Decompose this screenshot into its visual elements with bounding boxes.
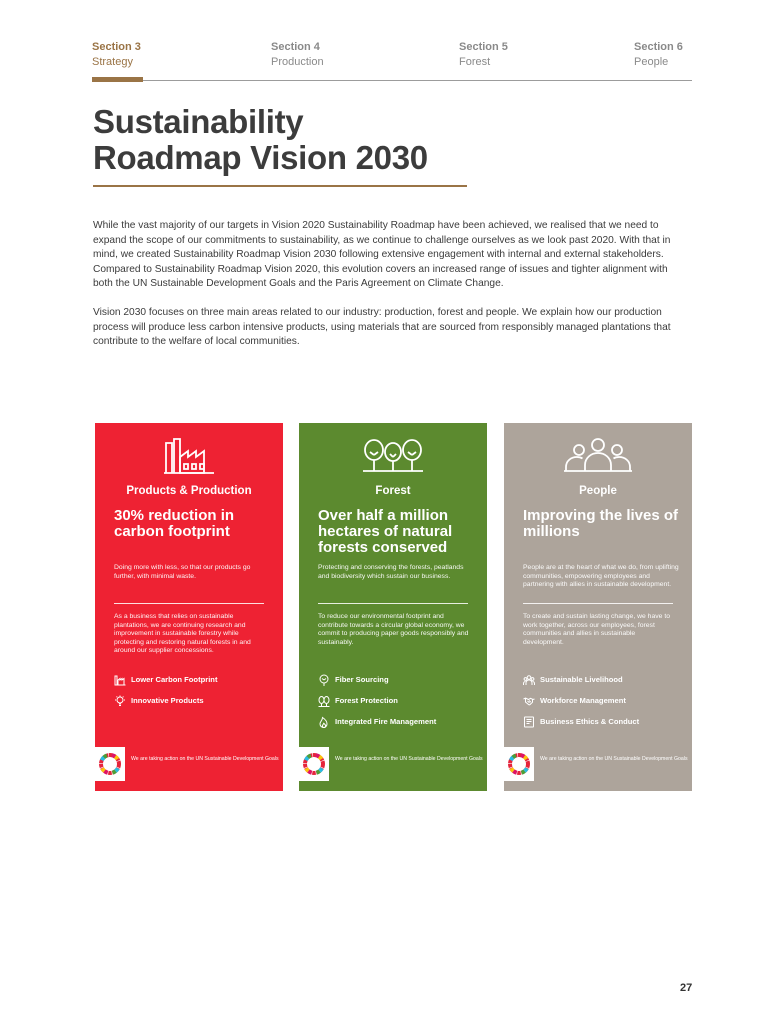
document-icon: [523, 716, 535, 728]
card-divider: [114, 603, 264, 604]
sdg-text: We are taking action on the UN Sustainable Development Goals: [540, 756, 688, 762]
card-lead: Protecting and conserving the forests, peatlands and biodiversity which sustain our business.: [318, 564, 464, 580]
card-headline: Improving the lives of millions: [523, 507, 679, 540]
card-link-label: Sustainable Livelihood: [540, 675, 623, 684]
sdg-footer: [299, 747, 487, 781]
card-label: People: [579, 485, 617, 497]
card-link-label: Workforce Management: [540, 696, 626, 705]
card-link-business-ethics-conduct[interactable]: [523, 711, 683, 732]
nav-section-5[interactable]: [459, 40, 508, 70]
card-products-production: [95, 423, 283, 791]
card-forest: [299, 423, 487, 791]
sdg-logo: [299, 747, 329, 781]
title-underline: [93, 185, 467, 187]
lightbulb-icon: [114, 695, 126, 707]
card-headline: 30% reduction in carbon footprint: [114, 507, 235, 540]
nav-section-number: Section 5: [459, 41, 508, 53]
card-link-label: Lower Carbon Footprint: [131, 675, 218, 684]
flame-icon: [318, 716, 330, 728]
card-link-label: Forest Protection: [335, 696, 398, 705]
card-link-forest-protection[interactable]: [318, 690, 478, 711]
nav-section-number: Section 4: [271, 41, 320, 53]
card-link-sustainable-livelihood[interactable]: [523, 669, 683, 690]
card-link-label: Business Ethics & Conduct: [540, 717, 640, 726]
card-label: Products & Production: [126, 485, 252, 497]
intro-paragraph: Vision 2030 focuses on three main areas related to our industry: production, forest and people. We explain how our production process will produce less carbon intensive products, using materials that are sourced from responsibly managed plantations that contribute to the welfare of local communities.: [93, 306, 671, 348]
card-link-fiber-sourcing[interactable]: [318, 669, 478, 690]
card-link-integrated-fire-management[interactable]: [318, 711, 478, 732]
people-small-icon: [523, 674, 535, 686]
intro-text: [93, 219, 683, 364]
card-links: [318, 669, 478, 732]
card-link-label: Fiber Sourcing: [335, 675, 389, 684]
sdg-text: We are taking action on the UN Sustainable Development Goals: [335, 756, 483, 762]
nav-section-3[interactable]: [92, 40, 141, 70]
section-nav: [92, 40, 692, 85]
nav-section-number: Section 6: [634, 41, 683, 53]
nav-section-label: Forest: [459, 56, 491, 68]
tree-icon: [318, 674, 330, 686]
card-link-label: Innovative Products: [131, 696, 204, 705]
page-title-line-2: Roadmap Vision 2030: [93, 139, 428, 176]
card-link-innovative-products[interactable]: [114, 690, 274, 711]
page-title: [93, 104, 428, 176]
page-title-line-1: Sustainability: [93, 103, 304, 140]
nav-section-label: Strategy: [92, 56, 133, 68]
sdg-logo: [95, 747, 125, 781]
sdg-text: We are taking action on the UN Sustainable Development Goals: [131, 756, 279, 762]
card-link-lower-carbon-footprint[interactable]: [114, 669, 274, 690]
card-label: Forest: [375, 485, 411, 497]
card-links: [523, 669, 683, 732]
card-people: [504, 423, 692, 791]
card-link-label: Integrated Fire Management: [335, 717, 437, 726]
page-number: 27: [680, 982, 693, 994]
nav-section-number: Section 3: [92, 41, 141, 53]
nav-section-label: People: [634, 56, 669, 68]
card-lead: Doing more with less, so that our products go further, with minimal waste.: [114, 564, 251, 580]
card-links: [114, 669, 274, 711]
card-body: To reduce our environmental footprint and contribute towards a circular global economy, we commit to producing paper goods responsibly and sustainably.: [318, 613, 469, 646]
card-divider: [318, 603, 468, 604]
card-lead: People are at the heart of what we do, from uplifting communities, empowering employees and partnering with allies in sustainable development.: [523, 564, 679, 589]
trees-small-icon: [318, 695, 330, 707]
factory-small-icon: [114, 674, 126, 686]
intro-paragraph: While the vast majority of our targets in Vision 2020 Sustainability Roadmap have been achieved, we realised that we need to expand the scope of our commitments to sustainability, as we continue to challenge ourselves as we look past 2020. With that in mind, we created Sustainability Roadmap Vision 2030 following extensive engagement with internal and external stakeholders. Compared to Sustainability Roadmap Vision 2020, this evolution covers an increased range of issues and tighter alignment with both the UN Sustainable Development Goals and the Paris Agreement on Climate Change.: [93, 220, 671, 290]
factory-icon: [95, 437, 283, 477]
handshake-icon: [523, 695, 535, 707]
nav-section-4[interactable]: [271, 40, 324, 70]
sdg-footer: [504, 747, 692, 781]
nav-divider: [92, 80, 692, 81]
people-icon: [504, 437, 692, 477]
card-link-workforce-management[interactable]: [523, 690, 683, 711]
nav-section-label: Production: [271, 56, 324, 68]
sdg-footer: [95, 747, 283, 781]
card-headline: Over half a million hectares of natural forests conserved: [318, 507, 453, 556]
nav-active-indicator: [92, 77, 143, 82]
card-divider: [523, 603, 673, 604]
trees-icon: [299, 437, 487, 477]
card-body: As a business that relies on sustainable plantations, we are continuing research and improvement in sustainable forestry while protecting and restoring natural forests in and around our supplier concessions.: [114, 613, 251, 655]
sdg-logo: [504, 747, 534, 781]
card-body: To create and sustain lasting change, we have to work together, across our employees, forest communities and allies in sustainable development.: [523, 613, 670, 646]
nav-section-6[interactable]: [634, 40, 683, 70]
